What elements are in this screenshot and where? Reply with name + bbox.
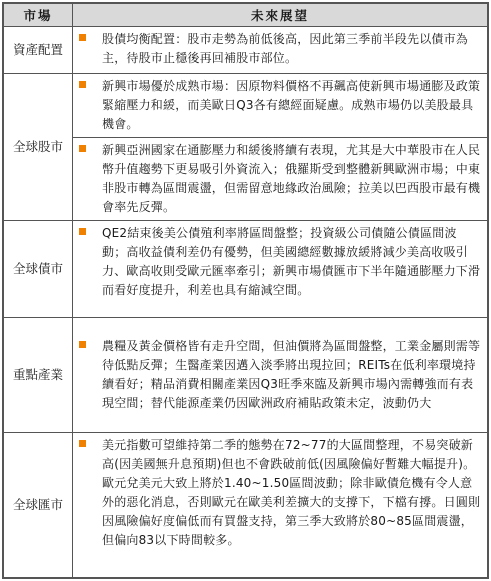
category-asset-allocation: 資產配置 [4,27,73,74]
category-global-bonds: 全球債市 [4,221,73,318]
orange-square-bullet-icon [79,81,86,88]
bullet-text: 農糧及黃金價格皆有走升空間，但油價將為區間盤整，工業金屬則需等待低點反彈；生醫產業因邁入淡季將出現拉回；REITs在低利率環境持續看好；精品消費相關產業因Q3旺季來臨及新興市場內需轉強而有表現空間；替代能源產業仍因歐洲政府補貼政策未定，波動仍大 [102,339,481,410]
outlook-table-frame [2,2,489,579]
table-row [4,318,488,433]
bullet-item [79,30,481,68]
table-row [4,433,488,578]
category-global-fx: 全球匯市 [4,433,73,578]
category-global-equity: 全球股市 [4,74,73,221]
bullet-item [79,337,481,413]
content-cell [73,27,488,74]
table-header-row [4,4,488,27]
bullet-item [79,77,481,134]
table-row [4,27,488,74]
orange-square-bullet-icon [79,341,86,348]
orange-square-bullet-icon [79,145,86,152]
bullet-item [79,141,481,217]
orange-square-bullet-icon [79,228,86,235]
bullet-text: 新興市場優於成熟市場：因原物料價格不再飆高使新興市場通膨及政策緊縮壓力和緩，而美歐日Q3各有總經面疑慮。成熟市場仍以美股最具機會。 [102,79,481,131]
bullet-text: 新興亞洲國家在通膨壓力和緩後將續有表現，尤其是大中華股市在人民幣升值趨勢下更易吸引外資流入；俄羅斯受到整體新興歐洲市場；中東非股市轉為區間震盪，但需留意地緣政治風險；拉美以巴西股市最有機會率先反彈。 [102,143,481,214]
content-cell [73,221,488,318]
market-outlook-table [3,3,488,578]
bullet-item [79,224,481,300]
table-row [4,74,488,221]
bullet-item [79,436,481,550]
bullet-text: 股債均衡配置：股市走勢為前低後高，因此第三季前半段先以債市為主，待股市止穩後再回補股市部位。 [102,32,469,65]
header-market: 市場 [4,4,73,27]
category-key-industries: 重點產業 [4,318,73,433]
content-cell [73,74,488,221]
orange-square-bullet-icon [79,34,86,41]
header-outlook: 未來展望 [73,4,488,27]
content-cell [73,318,488,433]
sub-divider [73,137,487,217]
content-cell [73,433,488,578]
bullet-text: 美元指數可望維持第二季的態勢在72~77的大區間整理，不易突破新高(因美國無升息預期)但也不會跌破前低(因風險偏好暫難大幅提升)。歐元兌美元大致上將於1.40~1.50區間波動；除非歐債危機有令人意外的惡化消息，否則歐元在歐美利差擴大的支撐下，下檔有撐。日圓則因風險偏好度偏低而有買盤支持，第三季大致將於80~85區間震盪，但偏向83以下時間較多。 [102,438,481,547]
bullet-text: QE2結束後美公債殖利率將區間盤整；投資級公司債隨公債區間波動；高收益債利差仍有優勢，但美國總經數據放緩將減少美高收吸引力、歐高收則受歐元匯率牽引；新興市場債匯市下半年隨通膨壓力下滑而看好度提升，利差也具有縮減空間。 [102,226,481,297]
table-row [4,221,488,318]
orange-square-bullet-icon [79,440,86,447]
